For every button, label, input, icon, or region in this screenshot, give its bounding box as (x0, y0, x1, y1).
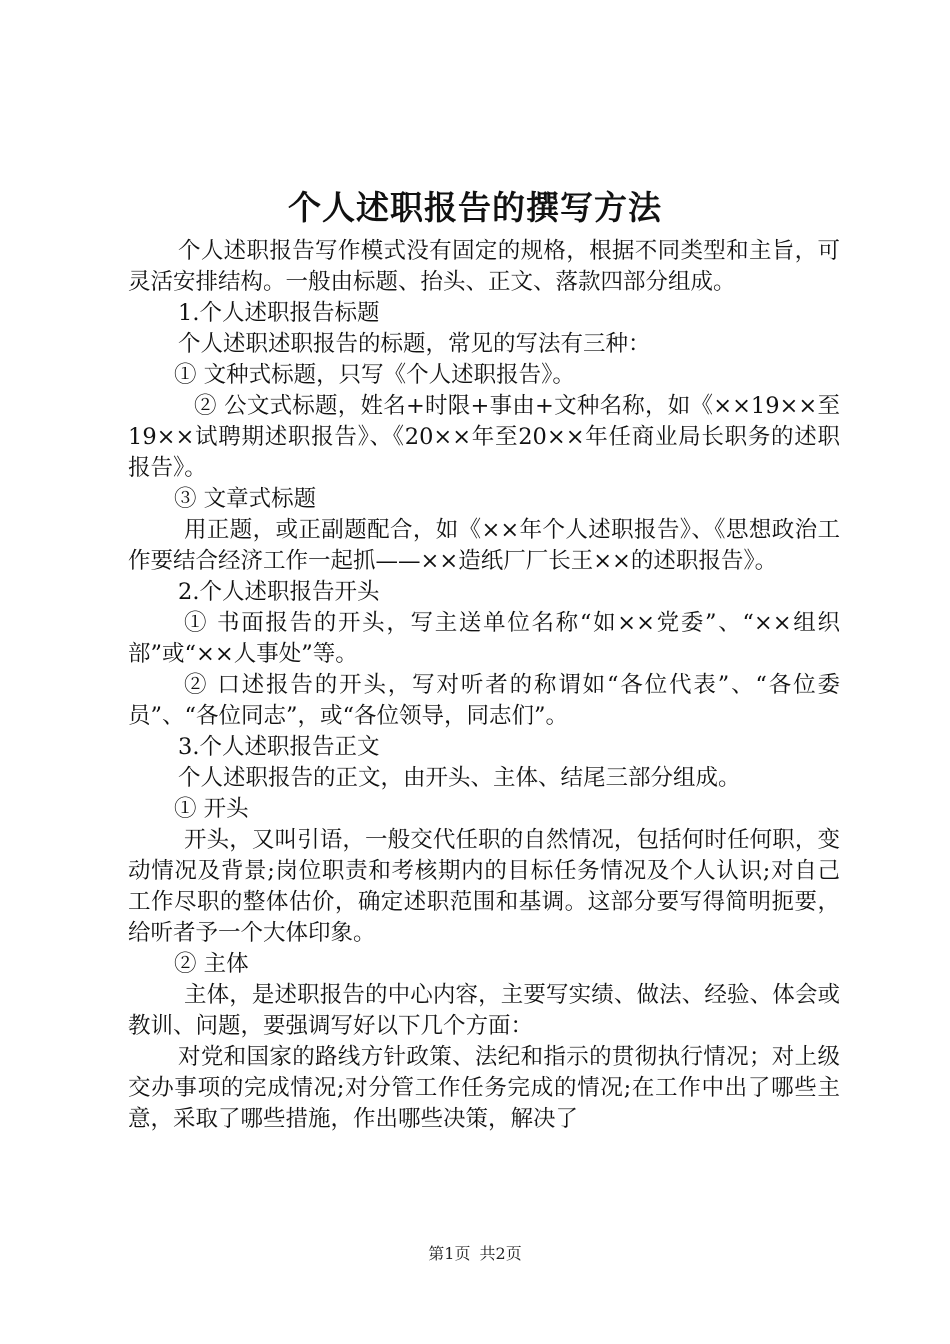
paragraph: 2.个人述职报告开头 (178, 579, 380, 605)
paragraph: 1.个人述职报告标题 (178, 300, 380, 326)
paragraph: 主体，是述职报告的中心内容，主要写实绩、做法、经验、体会或教训、问题，要强调写好以下几个方面： (128, 982, 840, 1039)
page-total: 共2页 (479, 1244, 522, 1263)
paragraph: 个人述职报告的正文，由开头、主体、结尾三部分组成。 (178, 765, 741, 791)
paragraph: ② 口述报告的开头，写对听者的称谓如“各位代表”、“各位委员”、“各位同志”，或“各位领导，同志们”。 (128, 672, 840, 729)
page-footer (0, 1243, 950, 1265)
paragraph: 个人述职报告写作模式没有固定的规格，根据不同类型和主旨，可灵活安排结构。一般由标题、抬头、正文、落款四部分组成。 (128, 238, 840, 295)
paragraph: 3.个人述职报告正文 (178, 734, 380, 760)
paragraph: 用正题，或正副题配合，如《××年个人述职报告》、《思想政治工作要结合经济工作一起抓——××造纸厂厂长王××的述职报告》。 (128, 517, 840, 574)
paragraph: ① 书面报告的开头，写主送单位名称“如××党委”、“××组织部”或“××人事处”等。 (128, 610, 840, 667)
paragraph: ③ 文章式标题 (174, 486, 317, 512)
page-number: 第1页 (428, 1244, 471, 1263)
paragraph: ② 公文式标题，姓名+时限+事由+文种名称，如《××19××至19××试聘期述职报告》、《20××年至20××年任商业局长职务的述职报告》。 (128, 393, 840, 481)
document-title: 个人述职报告的撰写方法 (288, 188, 662, 227)
paragraph: 个人述职述职报告的标题，常见的写法有三种： (178, 331, 651, 357)
paragraph: ① 文种式标题，只写《个人述职报告》。 (174, 362, 575, 388)
paragraph: 对党和国家的路线方针政策、法纪和指示的贯彻执行情况；对上级交办事项的完成情况;对分管工作任务完成的情况;在工作中出了哪些主意，采取了哪些措施，作出哪些决策，解决了 (128, 1044, 840, 1132)
paragraph: ① 开头 (174, 796, 249, 822)
document-body (128, 236, 840, 1135)
paragraph: ② 主体 (174, 951, 249, 977)
paragraph: 开头，又叫引语，一般交代任职的自然情况，包括何时任何职，变动情况及背景;岗位职责和考核期内的目标任务情况及个人认识;对自己工作尽职的整体估价，确定述职范围和基调。这部分要写得简明扼要，给听者予一个大体印象。 (128, 827, 840, 946)
